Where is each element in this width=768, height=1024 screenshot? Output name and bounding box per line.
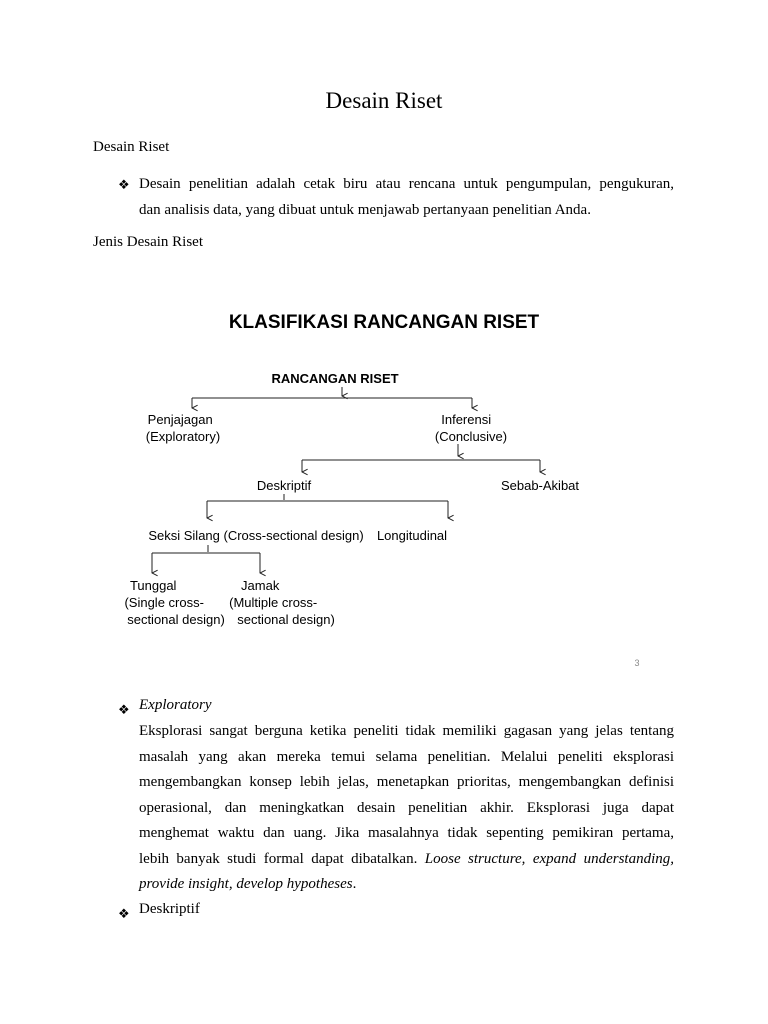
section-label: Desain Riset: [93, 139, 170, 155]
bullet-diamond-icon: ❖: [118, 702, 130, 717]
line-italic-text: provide insight, develop hypotheses: [139, 876, 353, 892]
bullet-diamond-icon: ❖: [118, 177, 130, 192]
paragraph-line: mengembangkan konsep lebih jelas, menetapkan prioritas, mengembangkan definisi: [139, 774, 674, 790]
paragraph-line: [139, 872, 674, 898]
line-text: lebih banyak studi formal dapat dibatalkan.: [139, 850, 425, 867]
definition-line: Desain penelitian adalah cetak biru atau rencana untuk pengumpulan, pengukuran,: [139, 176, 674, 192]
node-longitudinal: Longitudinal: [376, 528, 448, 543]
node-deskriptif: Deskriptif: [256, 478, 312, 493]
bullet-diamond-icon: ❖: [118, 906, 130, 921]
slide-number: 3: [634, 658, 640, 668]
page-title: Desain Riset: [325, 88, 443, 113]
node-jamak: Jamak (Multiple cross- sectional design): [229, 578, 335, 627]
exploratory-paragraph: [139, 719, 674, 898]
types-label: Jenis Desain Riset: [93, 234, 203, 250]
classification-diagram: [0, 290, 768, 680]
line-italic-text: Loose structure, expand understanding,: [424, 850, 674, 867]
node-seksi-silang: Seksi Silang (Cross-sectional design): [148, 528, 364, 543]
node-penjajagan: Penjajagan (Exploratory): [145, 412, 221, 444]
node-rancangan-riset: RANCANGAN RISET: [271, 371, 399, 386]
paragraph-line: Eksplorasi sangat berguna ketika peneliti tidak memiliki gagasan yang jelas tentang: [139, 723, 674, 739]
paragraph-line: operasional, dan meningkatkan desain penelitian akhir. Eksplorasi juga dapat: [139, 799, 674, 816]
definition-line: dan analisis data, yang dibuat untuk menjawab pertanyaan penelitian Anda.: [139, 201, 591, 218]
node-sebab-akibat: Sebab-Akibat: [500, 478, 580, 493]
deskriptif-heading: Deskriptif: [139, 901, 200, 917]
node-tunggal: Tunggal (Single cross- sectional design): [124, 578, 225, 627]
paragraph-line: menghemat waktu dan uang. Jika masalahnya tidak sepenting pemikiran pertama,: [139, 825, 674, 841]
paragraph-line: [139, 847, 674, 873]
paragraph-line: masalah yang akan mereka temui selama penelitian. Melalui peneliti eksplorasi: [139, 748, 674, 765]
diagram-title: KLASIFIKASI RANCANGAN RISET: [228, 312, 540, 333]
line-text: .: [352, 876, 357, 892]
definition-paragraph: [139, 172, 674, 223]
node-inferensi: Inferensi (Conclusive): [434, 412, 508, 444]
exploratory-heading: Exploratory: [139, 697, 212, 713]
